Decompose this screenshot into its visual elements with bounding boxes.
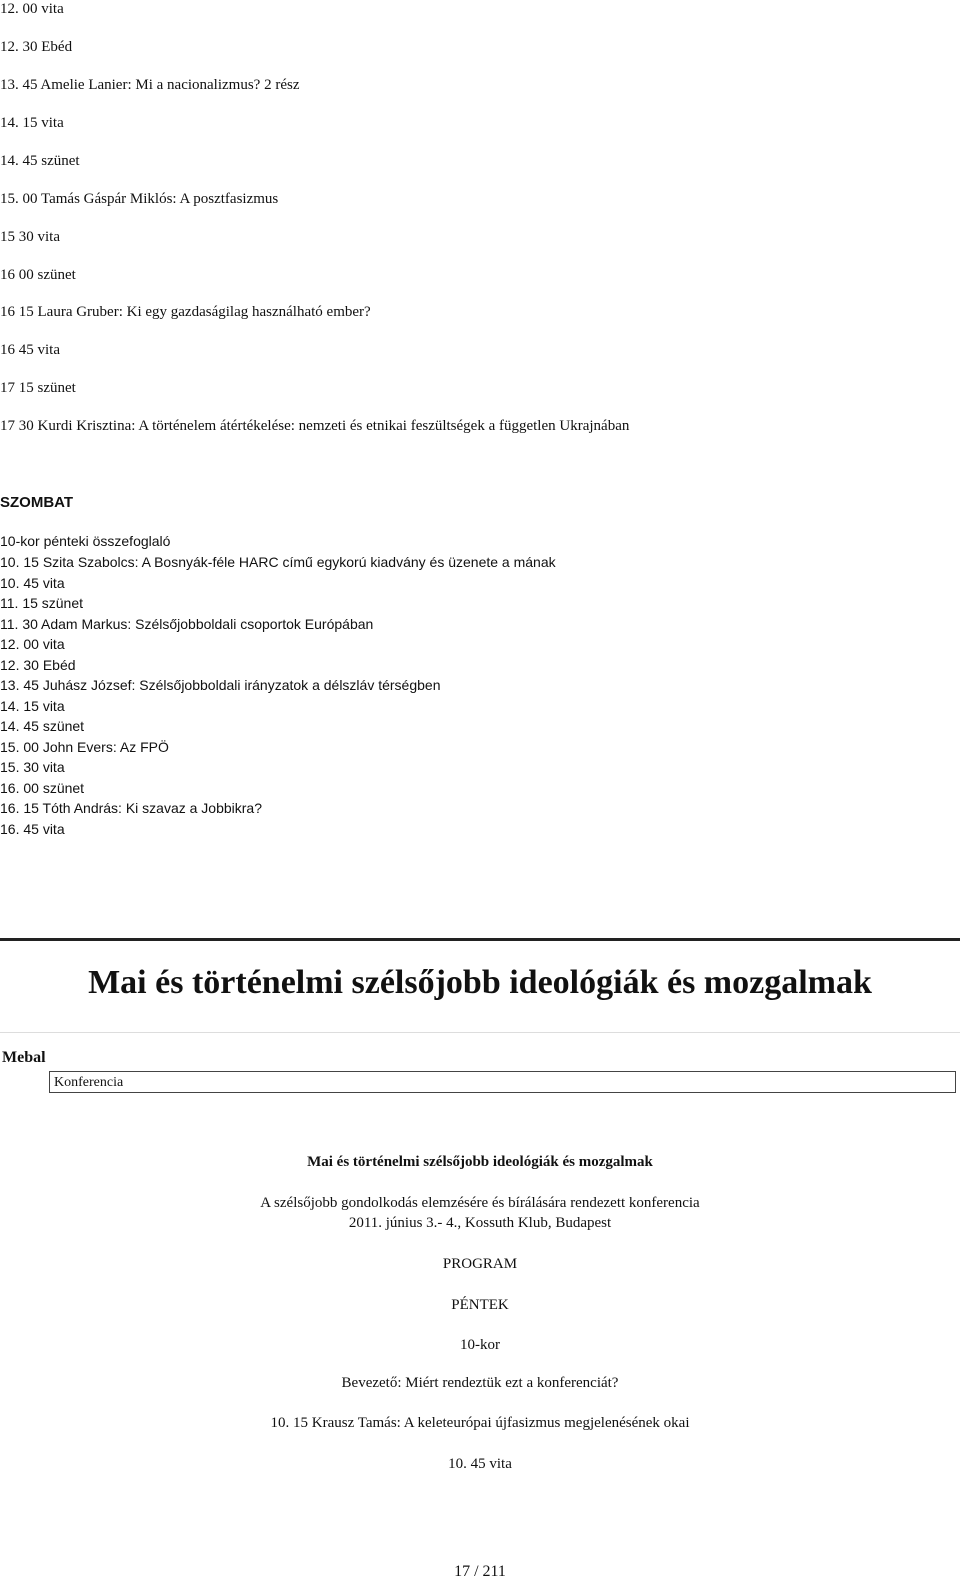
saturday-item: 14. 15 vita bbox=[0, 698, 65, 714]
article-title: Mai és történelmi szélsőjobb ideológiák és mozgalmak bbox=[88, 964, 872, 1001]
saturday-item: 10. 45 vita bbox=[0, 575, 65, 591]
schedule-line: 17 30 Kurdi Krisztina: A történelem átértékelése: nemzeti és etnikai feszültségek a független Ukrajnában bbox=[0, 418, 630, 434]
saturday-item: 13. 45 Juhász József: Szélsőjobboldali irányzatok a délszláv térségben bbox=[0, 677, 441, 693]
title-divider bbox=[0, 1032, 960, 1033]
schedule-line: 17 15 szünet bbox=[0, 380, 76, 396]
saturday-item: 16. 00 szünet bbox=[0, 780, 85, 796]
article-subtitle: Mai és történelmi szélsőjobb ideológiák és mozgalmak bbox=[307, 1154, 653, 1170]
category-field: Konferencia bbox=[49, 1071, 956, 1093]
site-name: Mebal bbox=[2, 1049, 46, 1066]
saturday-item: 14. 45 szünet bbox=[0, 718, 85, 734]
saturday-heading: SZOMBAT bbox=[0, 494, 74, 511]
saturday-item: 10. 15 Szita Szabolcs: A Bosnyák-féle HARC című egykorú kiadvány és üzenete a mának bbox=[0, 554, 556, 570]
start-time: 10-kor bbox=[460, 1337, 500, 1353]
saturday-item: 11. 15 szünet bbox=[0, 595, 84, 611]
schedule-line: 15. 00 Tamás Gáspár Miklós: A posztfasizmus bbox=[0, 191, 279, 207]
schedule-line: 12. 30 Ebéd bbox=[0, 39, 73, 55]
saturday-item: 15. 00 John Evers: Az FPÖ bbox=[0, 739, 169, 755]
saturday-item: 15. 30 vita bbox=[0, 759, 65, 775]
schedule-line: 15 30 vita bbox=[0, 229, 60, 245]
intro-line: Bevezető: Miért rendeztük ezt a konferenciát? bbox=[341, 1375, 619, 1391]
saturday-item: 16. 15 Tóth András: Ki szavaz a Jobbikra? bbox=[0, 800, 263, 816]
program-label: PROGRAM bbox=[442, 1256, 518, 1272]
saturday-item: 11. 30 Adam Markus: Szélsőjobboldali csoportok Európában bbox=[0, 616, 374, 632]
schedule-line: 16 45 vita bbox=[0, 342, 60, 358]
saturday-item: 16. 45 vita bbox=[0, 821, 65, 837]
schedule-line: 12. 00 vita bbox=[0, 1, 64, 17]
day-label: PÉNTEK bbox=[451, 1297, 509, 1313]
schedule-line: 16 15 Laura Gruber: Ki egy gazdaságilag használható ember? bbox=[0, 304, 371, 320]
article-description: A szélsőjobb gondolkodás elemzésére és bírálására rendezett konferencia bbox=[260, 1195, 700, 1211]
top-divider bbox=[0, 938, 960, 941]
schedule-line: 13. 45 Amelie Lanier: Mi a nacionalizmus? 2 rész bbox=[0, 77, 300, 93]
saturday-item: 12. 30 Ebéd bbox=[0, 657, 76, 673]
schedule-line: 14. 15 vita bbox=[0, 115, 64, 131]
first-discussion: 10. 45 vita bbox=[448, 1456, 512, 1472]
saturday-item: 10-kor pénteki összefoglaló bbox=[0, 533, 171, 549]
schedule-line: 14. 45 szünet bbox=[0, 153, 80, 169]
date-place: 2011. június 3.- 4., Kossuth Klub, Budapest bbox=[348, 1215, 612, 1231]
saturday-item: 12. 00 vita bbox=[0, 636, 65, 652]
page-number: 17 / 211 bbox=[454, 1563, 506, 1580]
schedule-line: 16 00 szünet bbox=[0, 267, 76, 283]
first-talk: 10. 15 Krausz Tamás: A keleteurópai újfasizmus megjelenésének okai bbox=[270, 1415, 690, 1431]
